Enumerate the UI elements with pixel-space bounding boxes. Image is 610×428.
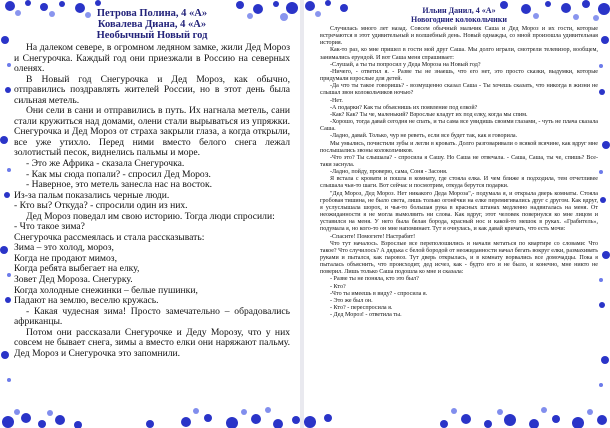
- right-story-title: Новогодние колокольчики: [410, 15, 508, 24]
- paragraph: - Это же был он.: [330, 297, 373, 304]
- paragraph: - Кто? - переспросила я.: [330, 305, 393, 312]
- paragraph: Случилась много лет назад. Совсем обычный мальчик Саша и Дед Мороз и их гости, которые встречаются в этот удивительный и волшебный день. Новый однажды, со мной произошла удивительная история.: [320, 26, 598, 47]
- paragraph: "Дед Мороз, Дед Мороз. Нет никакого Деда Мороза",- подумала я, и открыла дверь комнаты. Стояла гробовая тишина, не было света, лишь только огонёчки на елке перемигивались друг с другом. Как вдруг, я услуслышала шорох, и чья-то большая рука в красных штанах медленно надвигалась на меня. От неожиданности я не могла вымолвить ни слова. Как вдруг, этот человек повернулся ко мне лицом и уставился на меня. У него была белая борода, красный нос и какой-то мешок в руках. «Грабитель», подумала я, но кого-то он мне напоминает. Тут я очнулась, и как давай кричать, что есть мочи:: [320, 190, 598, 233]
- left-floral-border: [0, 0, 14, 428]
- paragraph: -Слушай, а ты ты попросил у Деда Мороза на Новый год?: [330, 61, 481, 68]
- author-line: Петрова Полина, 4 «А»: [96, 8, 208, 19]
- poem-line: Падают на землю, веселю кружась.: [14, 295, 159, 307]
- paragraph: Я встала с кровати и пошла в комнату, где стояла елка. И чем ближе я подходила, тем отчетливее слышала чьи-то шаги. Вот сейчас и посмотрим, откуда берутся подарки.: [320, 176, 598, 190]
- poem-line: Зима – это холод, мороз,: [14, 242, 114, 254]
- left-story-body: [14, 43, 290, 359]
- paragraph: - Дед Мороз! - ответила ты.: [330, 312, 402, 319]
- paragraph: - Наверное, это метель занесла нас на восток.: [26, 179, 213, 191]
- paragraph: Дед Мороз поведал им свою историю. Тогда люди спросили:: [26, 210, 275, 222]
- poem-line: Когда не продают мимоз,: [14, 252, 117, 264]
- left-story-title: Необычный Новый год: [96, 30, 208, 41]
- left-page-text: [14, 8, 290, 408]
- author-line: Ильин Данил, 4 «А»: [422, 6, 496, 15]
- author-line: Ковалева Диана, 4 «А»: [97, 19, 207, 30]
- paragraph: Мы умылись, почистили зубы и легли в кровать. Долго разговаривали о всякой всячине, как вдруг мне послышались звоны колокольчиков.: [320, 140, 598, 154]
- paragraph: - Кто?: [330, 283, 346, 290]
- right-page: [304, 0, 610, 428]
- paragraph: Снегурочка рассмеялась и стала рассказывать:: [14, 231, 205, 243]
- paragraph: - Как мы сюда попали? - спросил Дед Мороз.: [26, 168, 211, 180]
- paragraph: -Как? Как? Ты че, маленький? Взрослые кладут их под елку, когда мы спим.: [330, 111, 528, 118]
- paragraph: - Это же Африка - сказала Снегурочка.: [26, 158, 185, 170]
- paragraph: - Какая чудесная зима! Просто замечательно – обрадовались африканцы.: [14, 305, 290, 328]
- paragraph: -Нет.: [330, 97, 343, 104]
- paragraph: - Разве ты не поняла, кто это был?: [330, 276, 419, 283]
- paragraph: В Новый год Снегурочка и Дед Мороз, как обычно, отправились поздравлять жителей России, но в этот день была сильная метель.: [14, 73, 290, 106]
- paragraph: - Что такое зима?: [14, 221, 85, 233]
- right-authors: [320, 6, 598, 15]
- paragraph: -А подарки? Как ты объяснишь их появление под елкой?: [330, 104, 478, 111]
- paragraph: На далеком севере, в огромном ледяном замке, жили Дед Мороз и Снегурочка. Каждый год они приезжали в Россию на северных оленях.: [14, 42, 290, 75]
- paragraph: Как-то раз, ко мне пришел в гости мой друг Саша. Мы долго играли, смотрели телевизор, вообщем, занимались ерундой. И вот Саша меня спрашивает:: [320, 47, 598, 61]
- paragraph: -Что ты имеешь в виду? - спросила я.: [330, 290, 428, 297]
- paragraph: -Ладно, пойду, проверю, сама, Соня - Засоня.: [330, 169, 448, 176]
- paragraph: Что тут началось. Взрослые все переполошились и начали метаться по квартире со словами: Что такое? Что случилось? А дядька с белой бородой от неожиданности начал бегать вокруг елки, размахивать руками и пытался, как паровоз. Тут дверь открылась, и в комнату ворвались все домочадцы. Пока я пыталась объяснить, что происходит, дед исчез, как - будто его и не было, и конечно, мне никто не поверил. Лишь только Саша подошла ко мне и сказала:: [320, 240, 598, 276]
- left-page: [0, 0, 300, 428]
- right-floral-border: [596, 0, 610, 428]
- paragraph: -Ничего, - ответил я. - Разве ты не знаешь, что его нет, это просто сказки, выдумки, которые придумали взрослые для детей.: [320, 68, 598, 83]
- poem-line: Когда ребята выбегает на елку,: [14, 263, 140, 275]
- paragraph: Они сели в сани и отправились в путь. Их нагнала метель, сани стали кружиться над домами, олени стали вырываться из упряжки. Снегурочка и Дед Мороз от страха закрыли глаза, а когда открыли, все уже утихло. Перед ними вместо белого снега лежал золотистый песок, виднелись пальмы и море.: [14, 105, 290, 159]
- left-authors: [14, 8, 290, 30]
- paragraph: - Кто вы? Откуда? - спросили один из них.: [14, 200, 188, 212]
- paragraph: -Что это? Ты слышала? - спросила я Сашу. Но Саша не отвечала. - Саша, Саша, ты че, спишь? Все-таки заснула.: [320, 154, 598, 168]
- paragraph: Из-за пальм показались черные люди.: [14, 189, 170, 201]
- paragraph: -Спасите! Помогите! Настрабит!: [330, 233, 416, 240]
- paragraph: Потом они рассказали Снегурочке и Деду Морозу, что у них совсем не бывает снега, зимы а вместо елки они наряжают пальму. Дед Мороз и Снегурочка это запомнили.: [14, 326, 290, 359]
- right-page-text: [320, 6, 598, 414]
- paragraph: -Ладно, давай. Только, чур не реветь, если все будет так, как я говорила.: [330, 133, 518, 140]
- paragraph: -Хорошо, тогда давай сегодня не спать, и ты сама все увидишь своими глазами, - чуть не плача сказала Саша.: [320, 119, 598, 133]
- poem-line: Зовет Дед Мороза. Снегурку.: [14, 274, 133, 286]
- paragraph: -Да что ты такое говоришь? - возмущенно сказал Саша - Ты хочешь сказать, что никогда в жизни не слышал звон колокольчиков ночью?: [320, 83, 598, 97]
- right-story-body: [320, 26, 598, 319]
- poem-line: Когда холодные снежинки – белые пушинки,: [14, 284, 198, 296]
